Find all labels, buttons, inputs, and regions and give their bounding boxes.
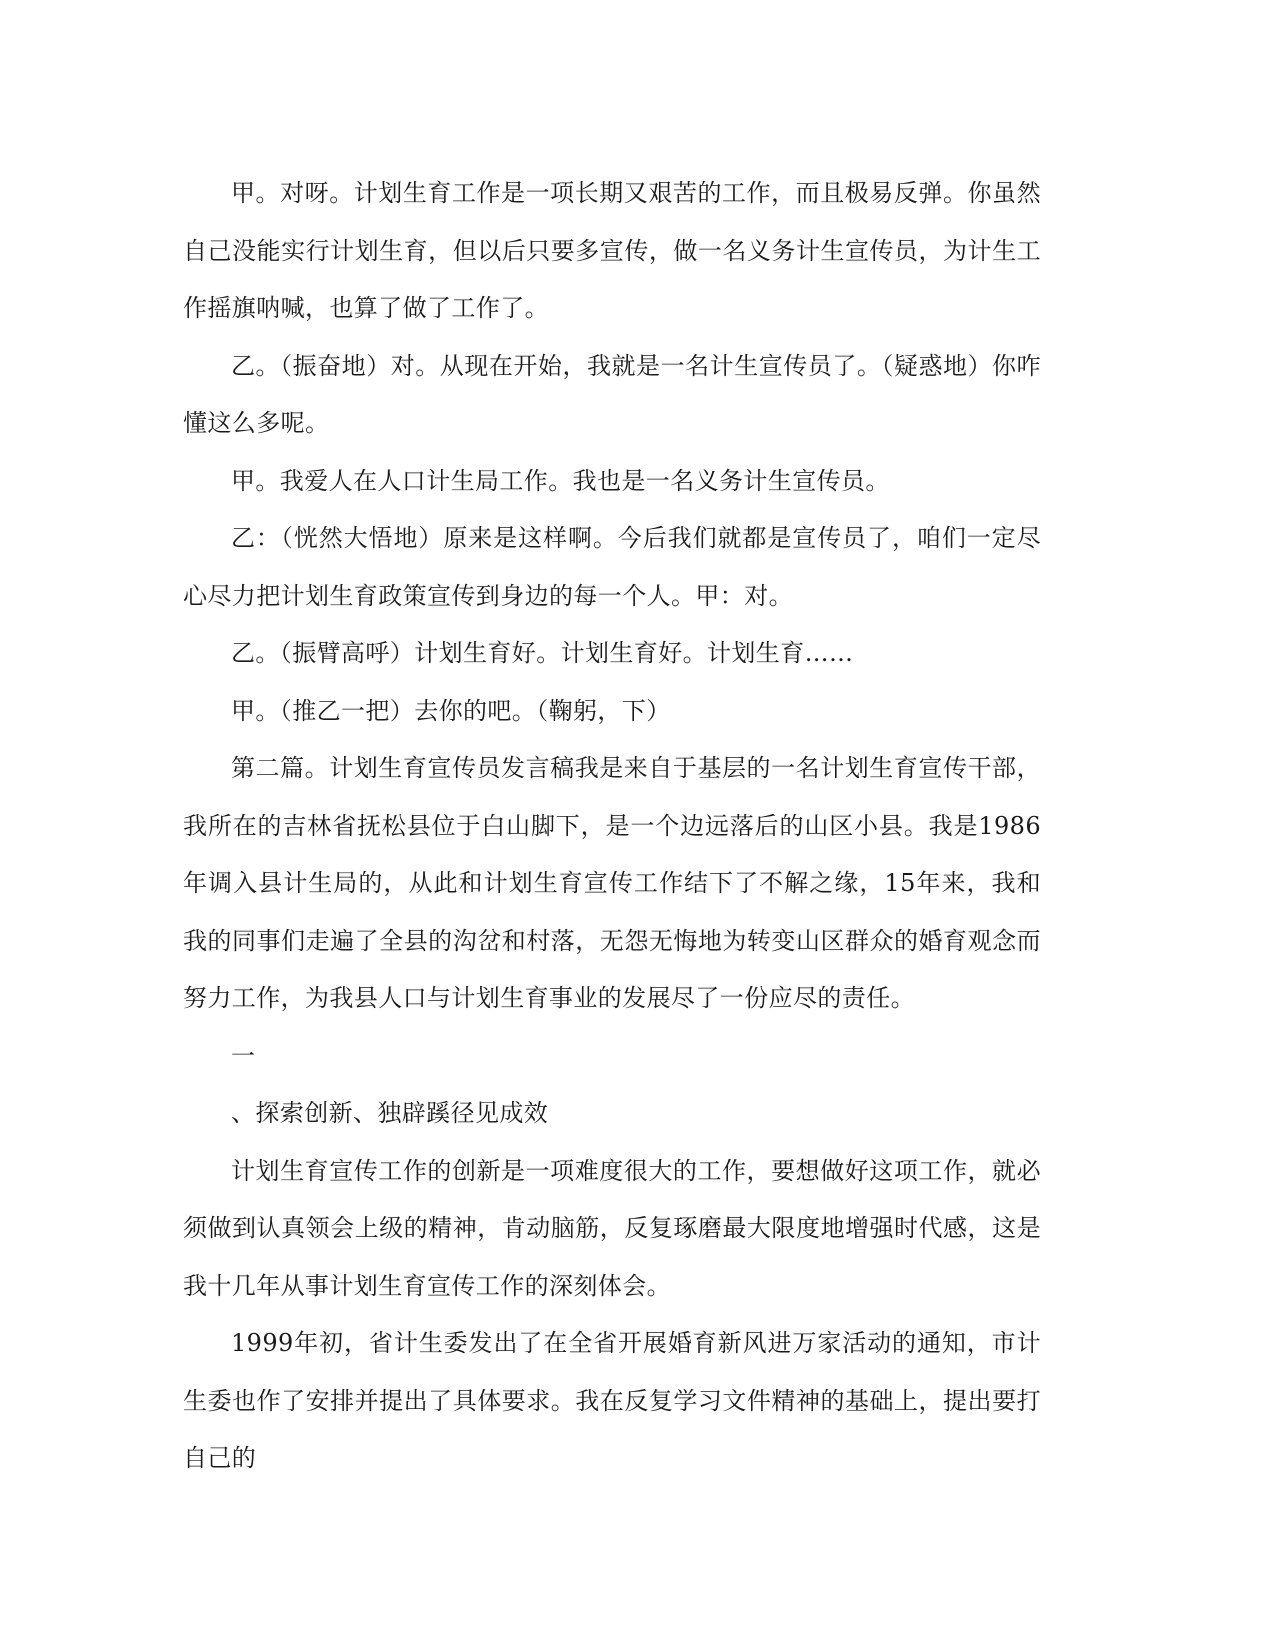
- paragraph-1: 甲。对呀。计划生育工作是一项长期又艰苦的工作，而且极易反弹。你虽然自己没能实行计划生育，但以后只要多宣传，做一名义务计生宣传员，为计生工作摇旗呐喊，也算了做了工作了。: [183, 179, 1041, 322]
- section-heading: 、探索创新、独辟蹊径见成效: [231, 1099, 549, 1127]
- paragraph-4: 乙：（恍然大悟地）原来是这样啊。今后我们就都是宣传员了，咱们一定尽心尽力把计划生育政策宣传到身边的每一个人。甲：对。: [183, 524, 1041, 610]
- paragraph-8: 计划生育宣传工作的创新是一项难度很大的工作，要想做好这项工作，就必须做到认真领会上级的精神，肯动脑筋，反复琢磨最大限度地增强时代感，这是我十几年从事计划生育宣传工作的深刻体会。: [183, 1156, 1041, 1300]
- paragraph-3: 甲。我爱人在人口计生局工作。我也是一名义务计生宣传员。: [231, 466, 890, 495]
- document-body: [183, 165, 1041, 1488]
- paragraph-6: 甲。（推乙一把）去你的吧。（鞠躬，下）: [231, 696, 671, 725]
- section-number: 一: [231, 1041, 256, 1070]
- paragraph-2: 乙。（振奋地）对。从现在开始，我就是一名计生宣传员了。（疑惑地）你咋懂这么多呢。: [183, 351, 1041, 437]
- paragraph-9: 1999年初，省计生委发出了在全省开展婚育新风进万家活动的通知，市计生委也作了安排并提出了具体要求。我在反复学习文件精神的基础上，提出要打自己的: [183, 1329, 1041, 1472]
- paragraph-7: 第二篇。计划生育宣传员发言稿我是来自于基层的一名计划生育宣传干部，我所在的吉林省抚松县位于白山脚下，是一个边远落后的山区小县。我是1986年调入县计生局的，从此和计划生育宣传工作结下了不解之缘，15年来，我和我的同事们走遍了全县的沟岔和村落，无怨无悔地为转变山区群众的婚育观念而努力工作，为我县人口与计划生育事业的发展尽了一份应尽的责任。: [183, 754, 1041, 1012]
- paragraph-5: 乙。（振臂高呼）计划生育好。计划生育好。计划生育……: [231, 639, 854, 667]
